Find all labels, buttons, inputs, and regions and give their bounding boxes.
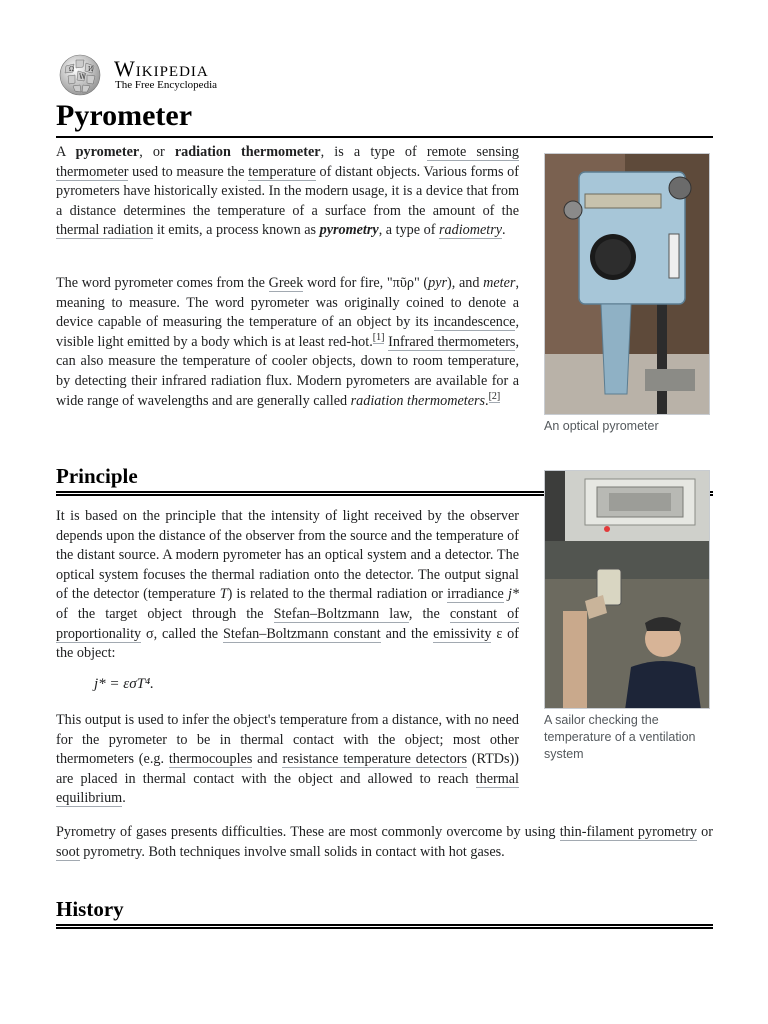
text: used to measure the <box>128 163 249 180</box>
text: ) is related to the thermal radiation or <box>227 586 448 603</box>
text: . <box>502 222 506 239</box>
text: This output is used to infer the object's temperature from a distance, with no need for the pyrometer to be in thermal contact with the object; most other thermometers (e.g. <box>56 712 519 768</box>
italic-term: T <box>219 586 228 603</box>
text: and the <box>380 625 434 642</box>
text: , a type of <box>378 222 439 239</box>
bold-term: radiation thermometer <box>174 144 321 160</box>
stefan-boltzmann-formula: j* = εσT⁴. <box>94 676 154 692</box>
text: A <box>56 144 76 160</box>
link-constant-of-proportionality[interactable]: constant of proportionality <box>56 605 519 642</box>
text: , the <box>408 605 450 622</box>
citation-1[interactable]: [1] <box>372 332 385 344</box>
text: Pyrometry of gases presents difficulties. These are most commonly overcome by using <box>56 824 560 840</box>
wikipedia-wordmark: Wikipedia <box>114 56 209 81</box>
text: It is based on the principle that the intensity of light received by the observer depends upon the distance of the observer from the source and the temperature of the distant source. A modern pyrometer has an optical system and a detector. The optical system focuses the thermal radiation onto the detector. The output signal of the detector (temperature <box>56 508 519 603</box>
svg-text:W: W <box>79 73 87 81</box>
text: it emits, a process known as <box>153 222 320 239</box>
text: σ, called the <box>141 625 223 642</box>
section-divider <box>56 924 713 929</box>
text: ), and <box>447 275 484 291</box>
figure-sailor-ventilation <box>544 470 710 763</box>
italic-term: pyr <box>428 275 448 291</box>
text: , can also measure the temperature of cooler objects, down to room temperature, by detecting their infrared radiation flux. Modern pyrometers are available for a wide range of wavelengths and are generally called <box>56 333 520 409</box>
principle-paragraph-3 <box>56 823 713 862</box>
wikipedia-globe-icon <box>56 54 104 96</box>
text: of distant objects. Various forms of pyrometers have historically existed. In the modern usage, it is a device that from a distance determines the temperature of a surface from the amount of the <box>56 163 519 219</box>
sailor-checking-image[interactable] <box>544 470 710 709</box>
text: of the target object through the <box>56 605 274 622</box>
figure-caption: An optical pyrometer <box>544 419 659 433</box>
text: The word pyrometer comes from the <box>56 275 269 291</box>
figure-caption: A sailor checking the temperature of a ventilation system <box>544 713 696 761</box>
text: . <box>485 392 489 409</box>
principle-paragraph-1 <box>56 507 519 664</box>
text: and <box>252 751 283 768</box>
text: pyrometry. Both techniques involve small solids in contact with hot gases. <box>79 843 505 860</box>
title-divider <box>56 136 713 138</box>
intro-paragraph-2 <box>56 274 519 411</box>
link-stefan-boltzmann-constant[interactable]: Stefan–Boltzmann constant <box>222 625 381 642</box>
link-soot[interactable]: soot <box>56 843 80 860</box>
link-emissivity[interactable]: emissivity <box>433 625 492 642</box>
link-radiometry[interactable]: radiometry <box>438 222 503 239</box>
figure-optical-pyrometer <box>544 153 710 435</box>
citation-2[interactable]: [2] <box>488 390 501 402</box>
sailor-picture <box>545 471 710 709</box>
page-title: Pyrometer <box>56 99 193 132</box>
text: , is a type of <box>320 144 427 160</box>
svg-text:И: И <box>88 66 94 73</box>
bold-italic-term: pyrometry <box>319 222 379 239</box>
italic-term: meter <box>483 275 516 291</box>
link-incandescence[interactable]: incandescence <box>433 314 516 331</box>
text: or <box>697 824 713 840</box>
link-resistance-temperature-detectors[interactable]: resistance temperature detectors <box>282 751 467 768</box>
text: (RTDs)) are placed in thermal contact with the object and allowed to reach <box>56 751 519 787</box>
bold-term: pyrometer <box>75 144 140 160</box>
optical-pyrometer-picture <box>545 154 710 415</box>
link-stefan-boltzmann-law[interactable]: Stefan–Boltzmann law <box>273 605 409 622</box>
text: , or <box>139 144 175 160</box>
wikipedia-tagline: The Free Encyclopedia <box>115 79 218 91</box>
svg-text:Ω: Ω <box>69 66 74 73</box>
italic-term: j* <box>507 586 520 603</box>
link-greek[interactable]: Greek <box>268 275 304 291</box>
principle-paragraph-2 <box>56 711 519 809</box>
italic-term: radiation thermometers <box>350 392 486 409</box>
link-remote-sensing-thermometer[interactable]: remote sensing thermometer <box>56 144 519 180</box>
text: word for fire, "πῦρ" ( <box>303 275 429 291</box>
link-thermocouples[interactable]: thermocouples <box>168 751 253 768</box>
link-thermal-radiation[interactable]: thermal radiation <box>56 222 154 239</box>
text: , meaning to measure. The word pyrometer was originally coined to denote a device capable of measuring the temperature of an object by its <box>56 275 519 331</box>
link-thin-filament-pyrometry[interactable]: thin-filament pyrometry <box>559 824 698 840</box>
link-irradiance[interactable]: irradiance <box>447 586 504 603</box>
link-infrared-thermometers[interactable]: Infrared thermometers <box>388 333 516 350</box>
text: , visible light emitted by a body which is at least red-hot. <box>56 314 519 350</box>
link-thermal-equilibrium[interactable]: thermal equilibrium <box>56 770 519 807</box>
link-temperature[interactable]: temperature <box>248 163 316 180</box>
text: ε of the object: <box>56 625 519 662</box>
intro-paragraph-1 <box>56 143 519 241</box>
section-heading-principle: Principle <box>56 464 138 488</box>
wikipedia-logo[interactable] <box>56 54 256 98</box>
text: . <box>122 790 126 807</box>
optical-pyrometer-image[interactable] <box>544 153 710 415</box>
section-heading-history: History <box>56 897 124 921</box>
